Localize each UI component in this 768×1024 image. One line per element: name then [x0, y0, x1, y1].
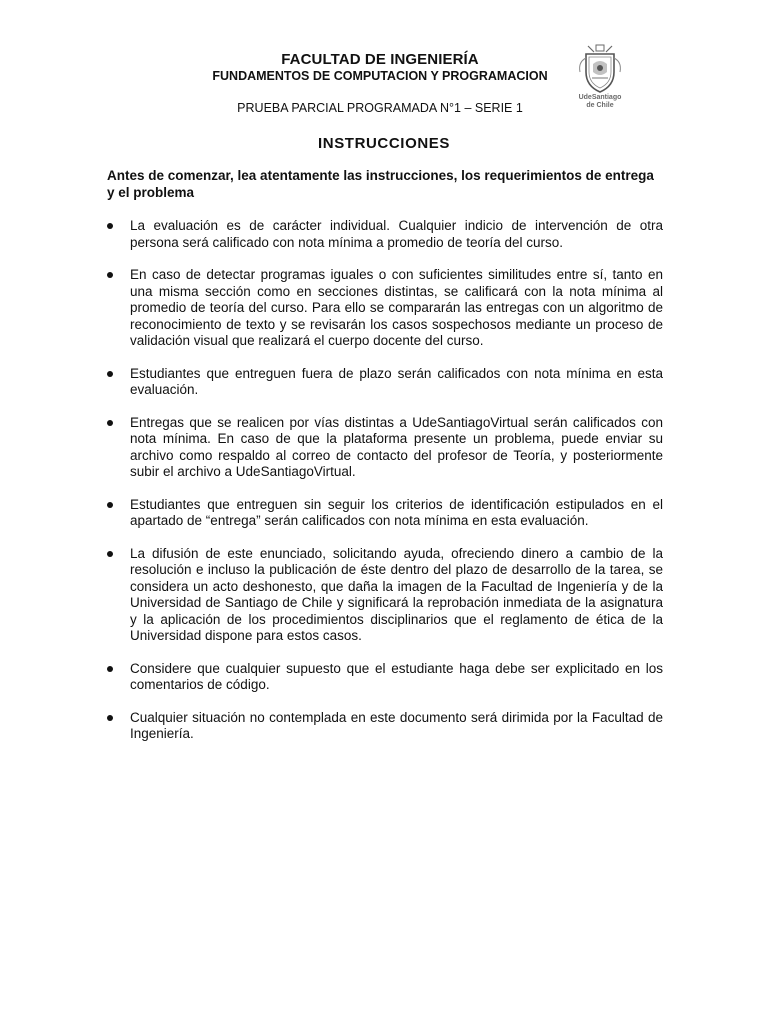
document-header [190, 51, 570, 116]
list-item-text: Considere que cualquier supuesto que el estudiante haga debe ser explicitado en los comentarios de código. [130, 660, 663, 692]
list-item [107, 267, 663, 350]
bullet-icon [107, 371, 113, 377]
section-title: INSTRUCCIONES [318, 135, 450, 152]
exam-title: PRUEBA PARCIAL PROGRAMADA N°1 – SERIE 1 [237, 101, 523, 115]
list-item-text: En caso de detectar programas iguales o con suficientes similitudes entre sí, tanto en una misma sección como en secciones distintas, se calificará con la nota mínima al promedio de teoría del curso. Para ello se compararán las entregas con un algoritmo de reconocimiento de texto y se revisarán los casos sospechosos mediante un proceso de validación visual que realizará el cuerpo docente del curso. [130, 267, 663, 348]
bullet-icon [107, 666, 113, 672]
bullet-icon [107, 715, 113, 721]
course-name: FUNDAMENTOS DE COMPUTACION Y PROGRAMACION [212, 69, 548, 83]
list-item-text: La difusión de este enunciado, solicitando ayuda, ofreciendo dinero a cambio de la resolución e incluso la publicación de éste dentro del plazo de desarrollo de la tarea, se considera un acto deshonesto, que daña la imagen de la Facultad de Ingeniería y de la Universidad de Santiago de Chile y significará la reprobación inmediata de la asignatura y la aplicación de los procedimientos disciplinarios que el reglamento de ética de la Universidad dispone para estos casos. [130, 545, 663, 643]
logo-line-1: UdeSantiago [578, 94, 622, 101]
list-item [107, 661, 663, 694]
list-item [107, 710, 663, 743]
list-item-text: Cualquier situación no contemplada en este documento será dirimida por la Facultad de Ingeniería. [130, 709, 663, 741]
list-item-text: La evaluación es de carácter individual. Cualquier indicio de intervención de otra persona será calificado con nota mínima a promedio de teoría del curso. [130, 218, 663, 250]
bullet-icon [107, 420, 113, 426]
list-item [107, 366, 663, 399]
list-item [107, 546, 663, 645]
list-item [107, 415, 663, 481]
list-item [107, 497, 663, 530]
university-crest-icon [570, 42, 630, 94]
list-item-text: Entregas que se realicen por vías distintas a UdeSantiagoVirtual serán calificados con nota mínima. En caso de que la plataforma presente un problema, puede enviar su archivo como respaldo al correo de contacto del profesor de Teoría, y posteriormente subir el archivo a UdeSantiagoVirtual. [130, 414, 663, 479]
list-item-text: Estudiantes que entreguen sin seguir los criterios de identificación estipulados en el apartado de “entrega” serán calificados con nota mínima en esta evaluación. [130, 496, 663, 528]
logo-caption [570, 94, 630, 110]
list-item [107, 218, 663, 251]
instructions-list [107, 218, 663, 759]
university-logo [570, 42, 630, 122]
bullet-icon [107, 223, 113, 229]
bullet-icon [107, 502, 113, 508]
intro-paragraph: Antes de comenzar, lea atentamente las instrucciones, los requerimientos de entrega y el problema [107, 168, 654, 200]
faculty-name: FACULTAD DE INGENIERÍA [281, 51, 479, 68]
list-item-text: Estudiantes que entreguen fuera de plazo serán calificados con nota mínima en esta evaluación. [130, 365, 663, 397]
bullet-icon [107, 551, 113, 557]
bullet-icon [107, 272, 113, 278]
logo-line-2: de Chile [586, 102, 614, 109]
